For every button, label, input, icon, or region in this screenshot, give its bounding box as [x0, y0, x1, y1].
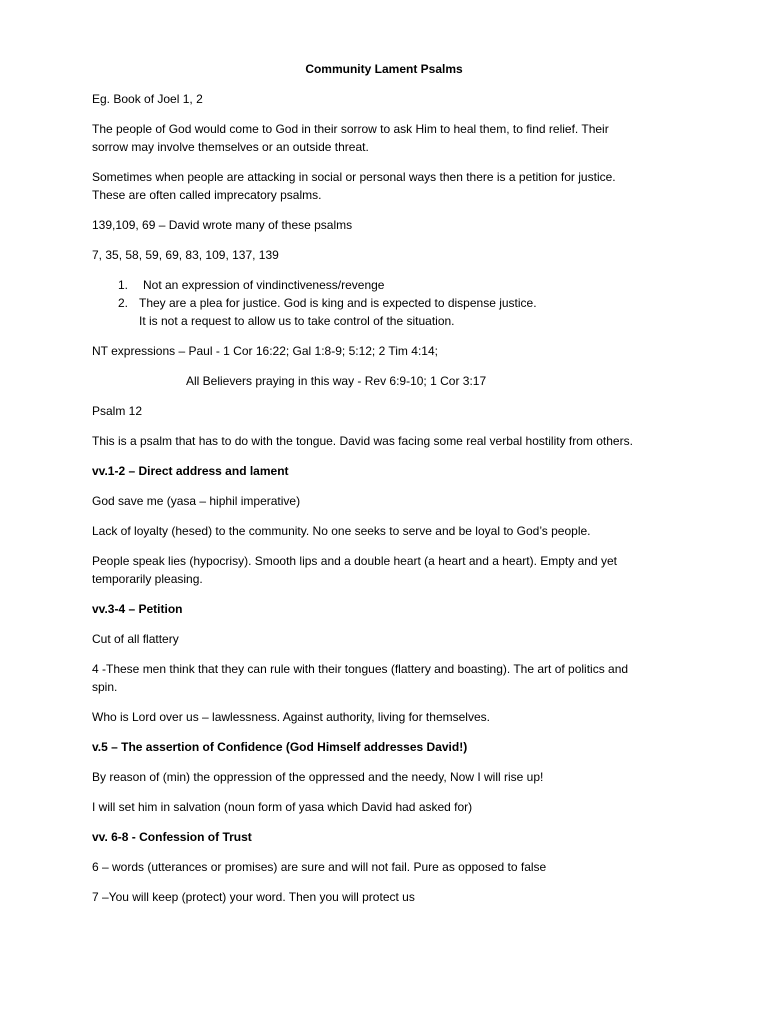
- paragraph-line: temporarily pleasing.: [92, 572, 203, 586]
- paragraph-line: 6 – words (utterances or promises) are sure and will not fail. Pure as opposed to false: [92, 860, 547, 874]
- paragraph-line: NT expressions – Paul - 1 Cor 16:22; Gal 1:8-9; 5:12; 2 Tim 4:14;: [92, 344, 438, 358]
- section-heading: vv. 6-8 - Confession of Trust: [92, 830, 252, 844]
- list-number: 1.: [118, 278, 129, 292]
- section-heading: vv.1-2 – Direct address and lament: [92, 464, 289, 478]
- paragraph-line: All Believers praying in this way - Rev 6:9-10; 1 Cor 3:17: [186, 374, 487, 388]
- paragraph-line: 4 -These men think that they can rule with their tongues (flattery and boasting). The art of politics and: [92, 662, 629, 676]
- paragraph-line: 139,109, 69 – David wrote many of these psalms: [92, 218, 353, 232]
- page-title: Community Lament Psalms: [305, 62, 463, 76]
- paragraph-line: I will set him in salvation (noun form of yasa which David had asked for): [92, 800, 473, 814]
- paragraph-line: These are often called imprecatory psalms.: [92, 188, 322, 202]
- paragraph-line: By reason of (min) the oppression of the oppressed and the needy, Now I will rise up!: [92, 770, 544, 784]
- section-heading: vv.3-4 – Petition: [92, 602, 183, 616]
- paragraph-line: God save me (yasa – hiphil imperative): [92, 494, 301, 508]
- paragraph-line: People speak lies (hypocrisy). Smooth lips and a double heart (a heart and a heart). Empty and yet: [92, 554, 617, 568]
- example-line: Eg. Book of Joel 1, 2: [92, 92, 203, 106]
- paragraph-line: This is a psalm that has to do with the tongue. David was facing some real verbal hostility from others.: [92, 434, 633, 448]
- list-item: They are a plea for justice. God is king and is expected to dispense justice.: [139, 296, 537, 310]
- list-item: Not an expression of vindinctiveness/revenge: [143, 278, 385, 292]
- paragraph-line: Lack of loyalty (hesed) to the community. No one seeks to serve and be loyal to God’s people.: [92, 524, 591, 538]
- paragraph-line: Cut of all flattery: [92, 632, 179, 646]
- list-number: 2.: [118, 296, 129, 310]
- paragraph-line: 7, 35, 58, 59, 69, 83, 109, 137, 139: [92, 248, 279, 262]
- section-label: Psalm 12: [92, 404, 143, 418]
- section-heading: v.5 – The assertion of Confidence (God Himself addresses David!): [92, 740, 468, 754]
- paragraph-line: 7 –You will keep (protect) your word. Then you will protect us: [92, 890, 415, 904]
- paragraph-line: sorrow may involve themselves or an outside threat.: [92, 140, 369, 154]
- list-item-continuation: It is not a request to allow us to take control of the situation.: [139, 314, 455, 328]
- paragraph-line: The people of God would come to God in their sorrow to ask Him to heal them, to find relief. Their: [92, 122, 609, 136]
- paragraph-line: Who is Lord over us – lawlessness. Against authority, living for themselves.: [92, 710, 490, 724]
- paragraph-line: Sometimes when people are attacking in social or personal ways then there is a petition for justice.: [92, 170, 616, 184]
- paragraph-line: spin.: [92, 680, 118, 694]
